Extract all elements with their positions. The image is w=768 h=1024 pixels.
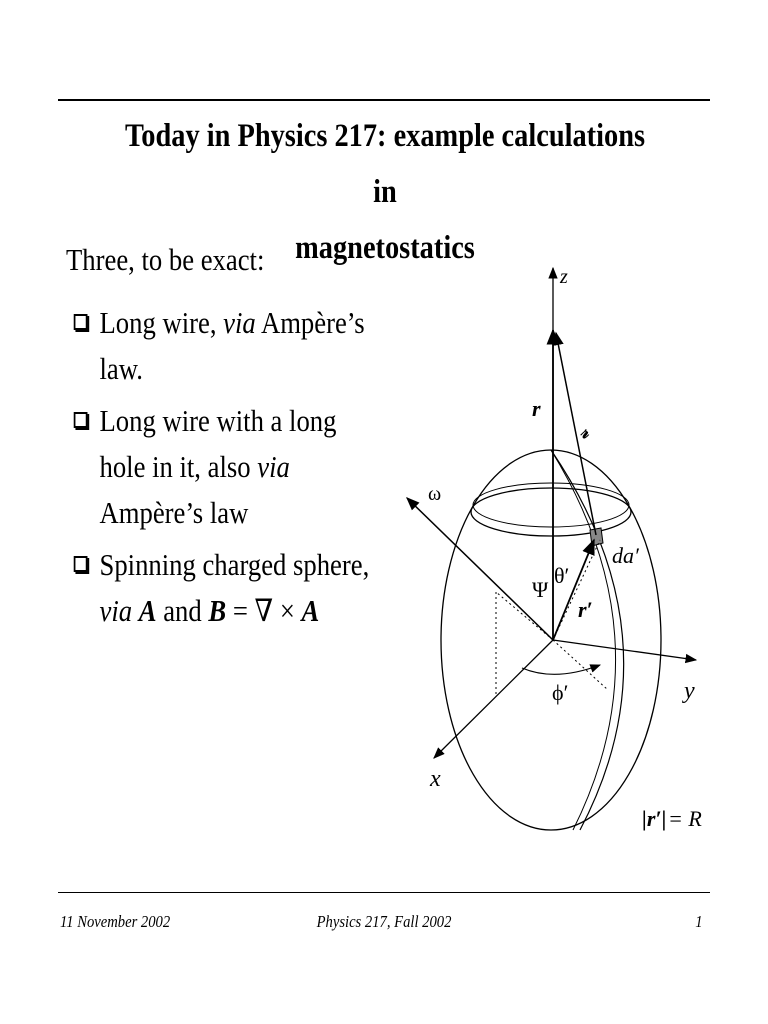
omega-vector	[407, 498, 553, 640]
footer-page-number: 1	[694, 912, 702, 931]
intro-text: Three, to be exact:	[66, 242, 265, 277]
vector-a-2: A	[301, 593, 320, 628]
label-script-r: 𝓇	[580, 421, 589, 443]
footer-course: Physics 217, Fall 2002	[316, 912, 452, 931]
bullet-via: via	[99, 593, 133, 628]
latitude-ring	[471, 488, 631, 536]
label-equals-r: = R	[668, 806, 702, 831]
sphere-outline	[441, 450, 661, 830]
script-r-vector	[556, 333, 596, 535]
label-r-prime: r′	[578, 597, 593, 622]
label-phi-prime: ϕ′	[552, 680, 569, 705]
label-da-prime: da′	[612, 543, 639, 568]
bullet-item-wire-with-hole	[72, 398, 382, 536]
bullet-text: Long wire with a long hole in it, also	[99, 403, 337, 484]
label-psi: Ψ	[532, 577, 549, 602]
label-r: r	[532, 396, 541, 421]
vector-a: A	[138, 593, 157, 628]
bullet-text: Spinning charged sphere,	[99, 547, 370, 582]
bottom-rule	[58, 892, 710, 893]
meridian-arc	[551, 450, 624, 830]
sphere-diagram	[395, 255, 715, 845]
bullet-and: and	[156, 593, 209, 628]
vector-b: B	[208, 593, 227, 628]
label-theta-prime: θ′	[554, 563, 570, 588]
title-line-2: magnetostatics	[295, 230, 475, 266]
bullet-item-long-wire	[72, 300, 382, 392]
curl-operator: = ∇ ×	[226, 593, 302, 628]
bullet-item-spinning-sphere	[72, 542, 382, 634]
bullet-text-end: Ampère’s law.	[99, 305, 365, 386]
top-rule	[58, 99, 710, 101]
checkbox-bullet-icon	[74, 556, 88, 572]
title-line-1: Today in Physics 217: example calculations in	[124, 118, 646, 210]
bullet-via: via	[223, 305, 256, 340]
label-z: z	[560, 266, 568, 288]
label-omega: ω	[428, 483, 442, 505]
footer-date: 11 November 2002	[60, 912, 171, 931]
label-x: x	[430, 766, 441, 792]
phi-arc	[522, 665, 600, 674]
label-y: y	[684, 678, 695, 704]
bullet-via: via	[257, 449, 290, 484]
x-axis	[434, 640, 553, 758]
checkbox-bullet-icon	[74, 314, 88, 330]
bullet-text-end: Ampère’s law	[99, 495, 249, 530]
bullet-text: Long wire,	[99, 305, 224, 340]
label-r-prime-magnitude: |r′|	[642, 806, 667, 831]
y-axis	[553, 640, 696, 660]
checkbox-bullet-icon	[74, 412, 88, 428]
bullet-list	[72, 300, 382, 640]
r-prime-vector	[553, 540, 594, 640]
